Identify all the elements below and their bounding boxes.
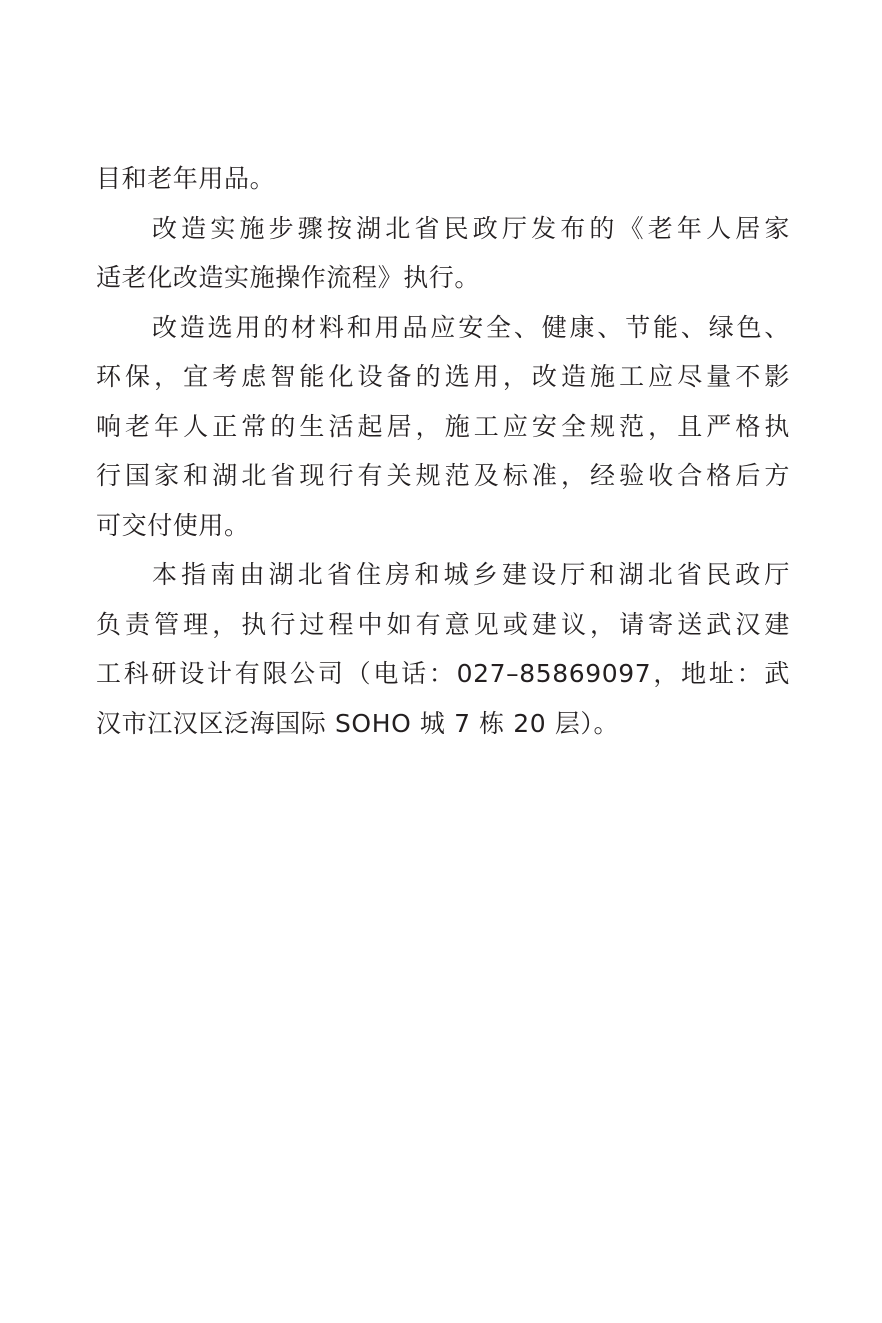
paragraph-line: 本指南由湖北省住房和城乡建设厅和湖北省民政厅 [152,560,790,589]
paragraph-line: 响老年人正常的生活起居，施工应安全规范，且严格执 [96,411,790,441]
paragraph-line: 行国家和湖北省现行有关规范及标准，经验收合格后方 [96,461,790,490]
paragraph-line: 改造实施步骤按湖北省民政厅发布的《老年人居家 [152,213,790,243]
paragraph-line: 工科研设计有限公司（电话：027–85869097，地址：武 [96,659,790,688]
body-text [96,154,790,748]
paragraph-line: 改造选用的材料和用品应安全、健康、节能、绿色、 [152,312,790,342]
paragraph-line: 适老化改造实施操作流程》执行。 [96,263,481,292]
paragraph-line: 可交付使用。 [96,510,250,540]
paragraph-line: 环保，宜考虑智能化设备的选用，改造施工应尽量不影 [96,362,790,391]
paragraph-line: 负责管理，执行过程中如有意见或建议，请寄送武汉建 [96,609,790,639]
paragraph-line: 汉市江汉区泛海国际 SOHO 城 7 栋 20 层）。 [96,708,620,738]
paragraph-continuation-line: 目和老年用品。 [96,164,276,193]
